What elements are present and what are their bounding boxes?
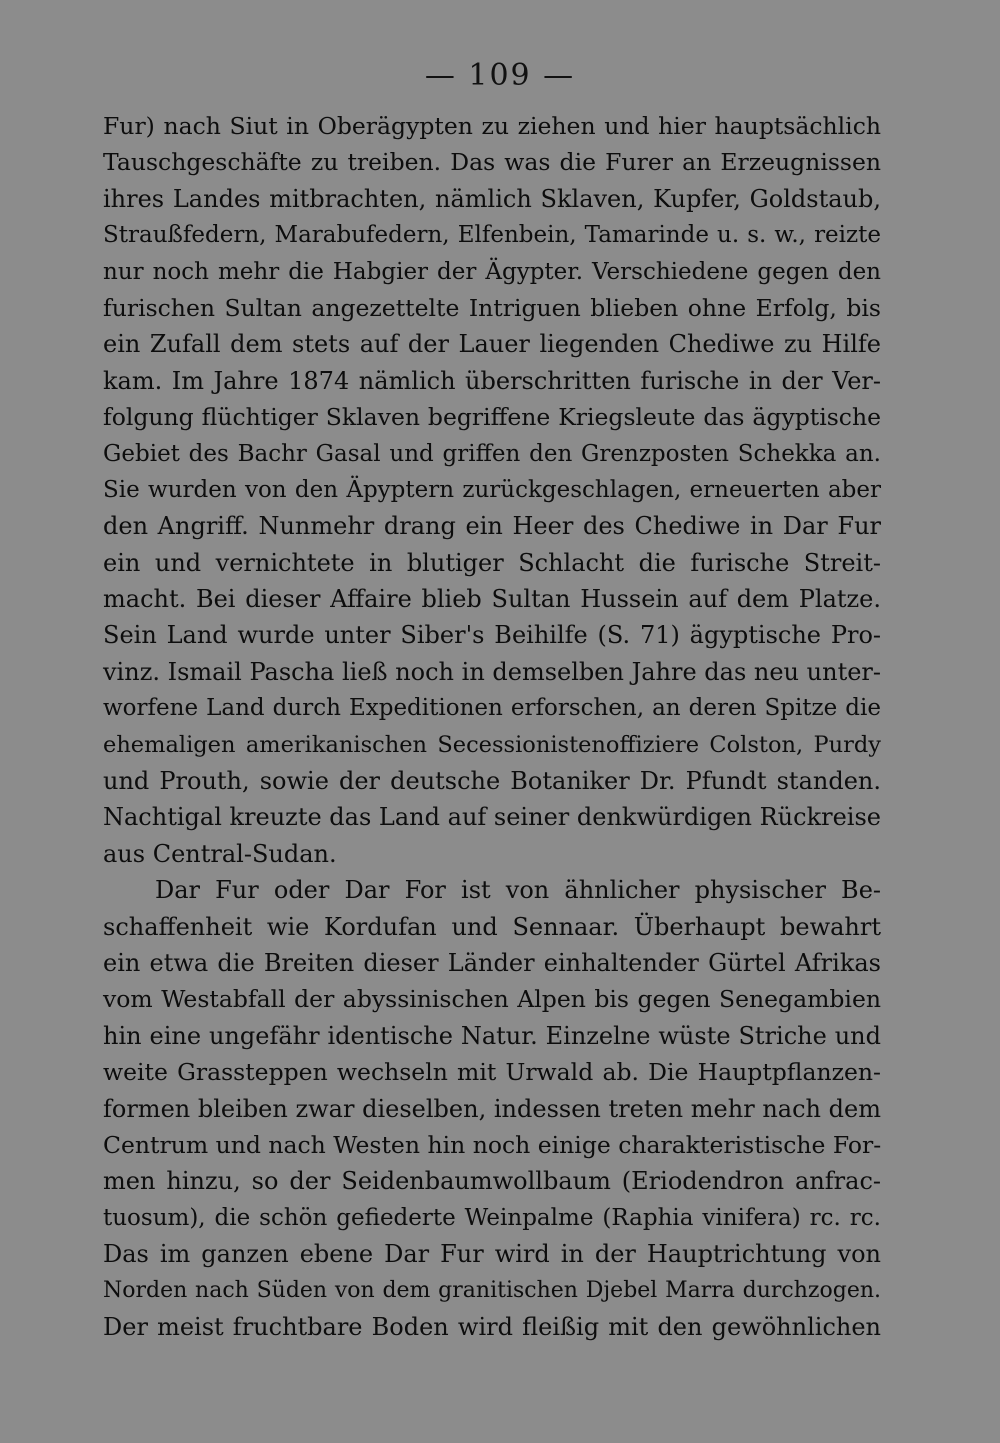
text-line: ihres Landes mitbrachten, nämlich Sklaven, Kupfer, Goldstaub, bbox=[103, 184, 881, 213]
text-line: hin eine ungefähr identische Natur. Einzelne wüste Striche und bbox=[103, 1021, 881, 1050]
text-line: ein und vernichtete in blutiger Schlacht die furische Streit- bbox=[103, 548, 881, 577]
text-line: men hinzu, so der Seidenbaumwollbaum (Eriodendron anfrac- bbox=[103, 1167, 881, 1196]
text-line: Gebiet des Bachr Gasal und griffen den Grenzposten Schekka an. bbox=[103, 440, 881, 467]
text-line: kam. Im Jahre 1874 nämlich überschritten furische in der Ver- bbox=[103, 366, 881, 395]
text-line: furischen Sultan angezettelte Intriguen blieben ohne Erfolg, bis bbox=[103, 293, 881, 322]
text-line: Tauschgeschäfte zu treiben. Das was die Furer an Erzeugnissen bbox=[103, 148, 881, 177]
text-line-paragraph-start: Dar Fur oder Dar For ist von ähnlicher physischer Be- bbox=[155, 876, 881, 905]
text-line: Centrum und nach Westen hin noch einige charakteristische For- bbox=[103, 1130, 882, 1159]
body-text bbox=[103, 108, 881, 1345]
text-line: formen bleiben zwar dieselben, indessen treten mehr nach dem bbox=[103, 1094, 881, 1123]
page-number: — 109 — bbox=[424, 58, 576, 93]
text-line: ein etwa die Breiten dieser Länder einhaltender Gürtel Afrikas bbox=[103, 948, 881, 977]
text-line: schaffenheit wie Kordufan und Sennaar. Überhaupt bewahrt bbox=[103, 912, 881, 941]
text-line: und Prouth, sowie der deutsche Botaniker Dr. Pfundt standen. bbox=[103, 767, 881, 796]
text-line: worfene Land durch Expeditionen erforschen, an deren Spitze die bbox=[103, 695, 881, 722]
text-line: ein Zufall dem stets auf der Lauer liegenden Chediwe zu Hilfe bbox=[103, 330, 881, 359]
text-line: Nachtigal kreuzte das Land auf seiner denkwürdigen Rückreise bbox=[103, 803, 881, 832]
text-line: vom Westabfall der abyssinischen Alpen bis gegen Senegambien bbox=[103, 985, 881, 1014]
text-line: Sie wurden von den Äpyptern zurückgeschlagen, erneuerten aber bbox=[103, 476, 881, 503]
text-line: ehemaligen amerikanischen Secessionistenoffiziere Colston, Purdy bbox=[103, 731, 881, 758]
text-line: den Angriff. Nunmehr drang ein Heer des Chediwe in Dar Fur bbox=[103, 512, 881, 541]
text-line: Straußfedern, Marabufedern, Elfenbein, Tamarinde u. s. w., reizte bbox=[103, 222, 881, 249]
text-line: vinz. Ismail Pascha ließ noch in demselben Jahre das neu unter- bbox=[103, 657, 881, 686]
text-line: Das im ganzen ebene Dar Fur wird in der Hauptrichtung von bbox=[103, 1240, 881, 1269]
text-line: Der meist fruchtbare Boden wird fleißig mit den gewöhnlichen bbox=[103, 1312, 881, 1341]
text-line: folgung flüchtiger Sklaven begriffene Kriegsleute das ägyptische bbox=[103, 403, 881, 432]
text-line: weite Grassteppen wechseln mit Urwald ab. Die Hauptpflanzen- bbox=[103, 1058, 881, 1087]
text-line: Sein Land wurde unter Siber's Beihilfe (S. 71) ägyptische Pro- bbox=[103, 621, 881, 650]
text-line: nur noch mehr die Habgier der Ägypter. Verschiedene gegen den bbox=[103, 258, 881, 285]
text-line: tuosum), die schön gefiederte Weinpalme (Raphia vinifera) rc. rc. bbox=[103, 1204, 881, 1231]
text-line: Fur) nach Siut in Oberägypten zu ziehen und hier hauptsächlich bbox=[103, 112, 881, 140]
text-line: aus Central-Sudan. bbox=[103, 839, 337, 868]
text-line: Norden nach Süden von dem granitischen Djebel Marra durchzogen. bbox=[103, 1277, 881, 1303]
text-line: macht. Bei dieser Affaire blieb Sultan Hussein auf dem Platze. bbox=[103, 585, 881, 614]
